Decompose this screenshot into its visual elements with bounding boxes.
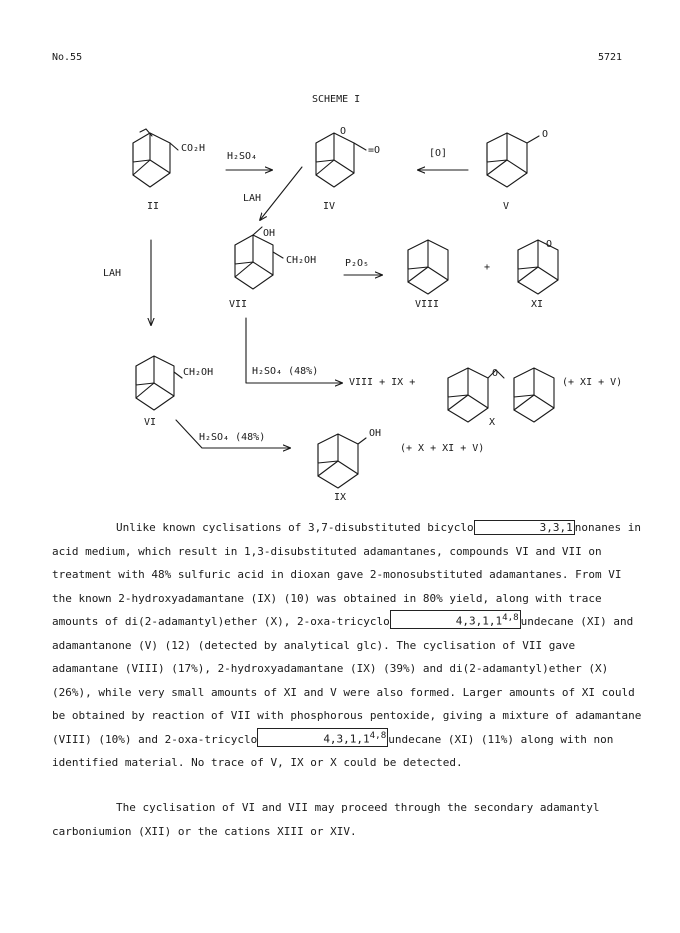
p1-bracket-2-sup: 4,8 — [502, 612, 519, 624]
label-X: X — [489, 417, 496, 428]
products-row3-extra: (+ XI + V) — [562, 377, 623, 388]
body-paragraph-1 — [52, 516, 642, 775]
products-row4-extra: (+ X + XI + V) — [400, 443, 485, 454]
group-o-ketone: O — [542, 129, 549, 140]
p1-text-c: undecane (XI) and adamantanone (V) (12) (detected by analytical glc). The cyclisation of VII gave adamantane (VIII) (17%), 2-hydroxyadamantane (IX) (39%) and di(2-adamantyl)ether (X) (26%), while very small amounts of XI and V were also formed. Larger amounts of XI could be obtained by reaction of VII with phosphorous pentoxide, giving a mixture of adamantane (VIII) (10%) and 2-oxa-tricyclo — [52, 615, 642, 746]
p1-bracket-1: 3,3,1 — [474, 520, 575, 535]
page-number: 5721 — [598, 52, 623, 63]
structure-IX — [318, 434, 366, 488]
p1-text-d: undecane (XI) (11%) along with non identified material. No trace of V, IX or X could be detected. — [52, 732, 614, 769]
page-journal-number: No.55 — [52, 52, 83, 63]
p1-bracket-2-text: 4,3,1,1 — [455, 615, 503, 628]
reagent-lah-left: LAH — [103, 268, 122, 279]
reagent-h2so4-48-upper: H₂SO₄ (48%) — [252, 366, 319, 377]
group-o-XI: O — [546, 239, 553, 250]
p1-bracket-2 — [390, 610, 521, 629]
p1-bracket-3-text: 4,3,1,1 — [323, 732, 370, 746]
scheme-title: SCHEME I — [312, 94, 361, 105]
reagent-h2so4: H₂SO₄ — [227, 151, 258, 162]
p1-bracket-3 — [257, 728, 388, 747]
label-IX: IX — [334, 492, 347, 503]
group-ch2oh-VII: CH₂OH — [286, 255, 317, 266]
reagent-p2o5: P₂O₅ — [345, 258, 370, 269]
label-VII: VII — [229, 299, 248, 310]
structure-V — [487, 133, 539, 187]
structure-II — [133, 129, 178, 187]
group-co2h: CO₂H — [181, 143, 206, 154]
p1-text-a: Unlike known cyclisations of 3,7-disubstituted bicyclo — [116, 521, 474, 534]
structure-VII — [235, 227, 283, 289]
structure-X — [448, 368, 554, 422]
structure-IV — [316, 133, 366, 187]
label-XI: XI — [531, 299, 544, 310]
group-oh-VII: OH — [263, 228, 276, 239]
label-VI: VI — [144, 417, 157, 428]
group-oh-IX: OH — [369, 428, 382, 439]
reagent-lah-top: LAH — [243, 193, 262, 204]
p2-text: The cyclisation of VI and VII may proceed through the secondary adamantyl carboniumion (XII) or the cations XIII or XIV. — [52, 801, 600, 838]
reagent-oxidation: [O] — [429, 148, 448, 159]
arrow-IV-to-VII — [260, 167, 302, 220]
label-VIII: VIII — [415, 299, 440, 310]
label-II: II — [147, 201, 160, 212]
group-carbonyl: =O — [368, 145, 381, 156]
structure-VI — [136, 356, 182, 410]
reagent-h2so4-48-lower: H₂SO₄ (48%) — [199, 432, 266, 443]
body-paragraph-2 — [52, 796, 642, 843]
label-V: V — [503, 201, 510, 212]
group-o-ether: O — [492, 368, 499, 379]
group-o-lactone: O — [340, 126, 347, 137]
plus-sign: + — [484, 262, 491, 273]
structure-VIII — [408, 240, 448, 294]
group-ch2oh-VI: CH₂OH — [183, 367, 214, 378]
label-IV: IV — [323, 201, 336, 212]
p1-bracket-3-sup: 4,8 — [369, 729, 387, 741]
products-row3: VIII + IX + — [349, 377, 416, 388]
p1-text-b: nonanes in acid medium, which result in 1,3-disubstituted adamantanes, compounds VI and VII on treatment with 48% sulfuric acid in dioxan gave 2-monosubstituted adamantanes. From VI the known 2-hydroxyadamantane (IX) (10) was obtained in 80% yield, along with trace amounts of di(2-adamantyl)ether (X), 2-oxa-tricyclo — [52, 521, 641, 628]
